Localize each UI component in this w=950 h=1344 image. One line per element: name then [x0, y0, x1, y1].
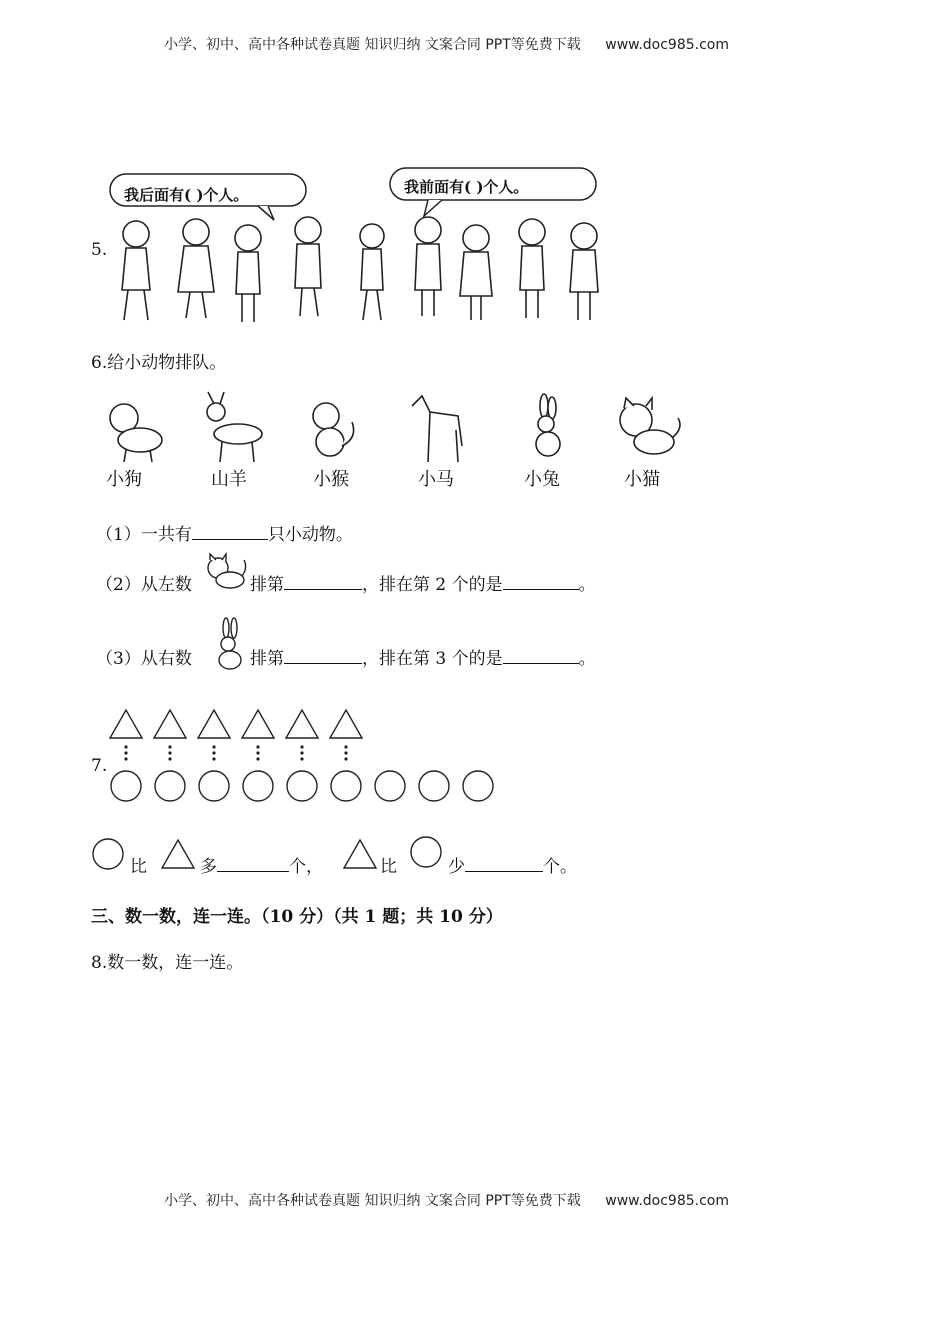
child-8	[519, 219, 545, 318]
triangle-icon	[160, 838, 196, 870]
goat-icon	[207, 392, 262, 462]
q6-sub3-end: 。	[578, 649, 596, 669]
dotted-connector	[168, 745, 171, 748]
child-2	[178, 219, 214, 318]
header-text: 小学、初中、高中各种试卷真题 知识归纳 文案合同 PPT等免费下载	[164, 37, 581, 53]
dotted-connector	[212, 757, 215, 760]
q5-number: 5.	[91, 240, 108, 260]
circle-shape	[199, 771, 229, 801]
q6-title: 6.给小动物排队。	[91, 353, 227, 373]
dotted-connector	[344, 757, 347, 760]
child-9	[570, 223, 598, 320]
circle-shape	[331, 771, 361, 801]
child-7	[460, 225, 492, 320]
q7-bi2: 比	[380, 857, 397, 877]
cat-icon	[620, 398, 680, 454]
rabbit-icon	[212, 616, 248, 672]
animal-label-horse: 小马	[418, 469, 454, 490]
dotted-connector	[300, 745, 303, 748]
animal-illustrations	[96, 392, 696, 492]
animal-label-dog: 小狗	[106, 469, 142, 490]
triangle-shape	[330, 710, 362, 738]
answer-blank[interactable]	[192, 523, 268, 540]
dotted-connector	[256, 751, 259, 754]
q6-sub2-mid: 排第	[250, 575, 284, 595]
footer-text: 小学、初中、高中各种试卷真题 知识归纳 文案合同 PPT等免费下载	[164, 1193, 581, 1209]
circle-shape	[243, 771, 273, 801]
dotted-connector	[124, 751, 127, 754]
answer-blank[interactable]	[284, 647, 362, 664]
answer-blank[interactable]	[503, 647, 579, 664]
q6-sub2-end: 。	[578, 575, 596, 595]
dotted-connector	[300, 757, 303, 760]
dotted-connector	[300, 751, 303, 754]
q6-sub2-prefix: （2）从左数	[96, 575, 192, 595]
child-3	[235, 225, 261, 322]
animal-label-goat: 山羊	[211, 469, 247, 490]
circle-icon	[410, 836, 442, 868]
q7-ge2: 个。	[543, 857, 577, 877]
q6-sub3-mid2: ，排在第 3 个的是	[362, 649, 503, 669]
header-site: www.doc985.com	[605, 37, 729, 53]
dotted-connector	[124, 757, 127, 760]
horse-icon	[412, 396, 462, 462]
page-footer	[164, 1190, 729, 1210]
cat-icon	[204, 552, 248, 592]
dotted-connector	[344, 745, 347, 748]
dog-icon	[110, 404, 162, 462]
circle-shape	[463, 771, 493, 801]
q7-number: 7.	[91, 756, 108, 776]
dotted-connector	[256, 745, 259, 748]
page-header	[164, 34, 729, 54]
circle-shape	[375, 771, 405, 801]
q6-sub2-mid2: ，排在第 2 个的是	[362, 575, 503, 595]
dotted-connector	[212, 751, 215, 754]
answer-blank[interactable]	[284, 573, 362, 590]
q6-sub1-suffix: 只小动物。	[267, 525, 353, 545]
q6-sub1	[96, 520, 353, 545]
dotted-connector	[168, 751, 171, 754]
circle-shape	[287, 771, 317, 801]
animal-label-cat: 小猫	[624, 469, 660, 490]
animal-label-monkey: 小猴	[313, 469, 349, 490]
footer-site: www.doc985.com	[605, 1193, 729, 1209]
q6-sub3-prefix: （3）从右数	[96, 649, 192, 669]
triangle-shape	[286, 710, 318, 738]
animal-label-rabbit: 小兔	[524, 469, 560, 490]
animal-row	[96, 392, 696, 492]
circle-shape	[419, 771, 449, 801]
q7-ge1: 个，	[289, 857, 323, 877]
triangle-shape	[154, 710, 186, 738]
q6-sub3-mid: 排第	[250, 649, 284, 669]
q7-part1	[200, 852, 323, 877]
triangle-shape	[242, 710, 274, 738]
section3-title: 三、数一数，连一连。（10 分）（共 1 题；共 10 分）	[91, 907, 503, 927]
circle-shape	[111, 771, 141, 801]
rabbit-icon	[536, 394, 560, 456]
q6-sub2-rest	[250, 570, 596, 595]
circle-icon	[92, 838, 124, 870]
triangle-shape	[198, 710, 230, 738]
child-6	[415, 217, 441, 316]
answer-blank[interactable]	[217, 855, 289, 872]
bubble-left-text: 我后面有( )个人。	[124, 186, 249, 204]
q6-sub1-prefix: （1）一共有	[96, 525, 192, 545]
triangle-shape	[110, 710, 142, 738]
bubble-right-text: 我前面有( )个人。	[404, 178, 529, 196]
monkey-icon	[313, 403, 354, 456]
q7-bi1: 比	[130, 857, 147, 877]
child-4	[295, 217, 321, 316]
answer-blank[interactable]	[465, 855, 543, 872]
child-1	[122, 221, 150, 320]
triangle-icon	[342, 838, 378, 870]
q7-shao: 少	[448, 857, 465, 877]
answer-blank[interactable]	[503, 573, 579, 590]
dotted-connector	[168, 757, 171, 760]
dotted-connector	[344, 751, 347, 754]
dotted-connector	[256, 757, 259, 760]
q8-title: 8.数一数，连一连。	[91, 953, 244, 973]
circle-shape	[155, 771, 185, 801]
q6-sub3-rest	[250, 644, 596, 669]
q7-duo: 多	[200, 857, 217, 877]
child-5	[360, 224, 384, 320]
dotted-connector	[212, 745, 215, 748]
shape-comparison-figure	[100, 700, 520, 810]
q7-part2	[448, 852, 577, 877]
dotted-connector	[124, 745, 127, 748]
